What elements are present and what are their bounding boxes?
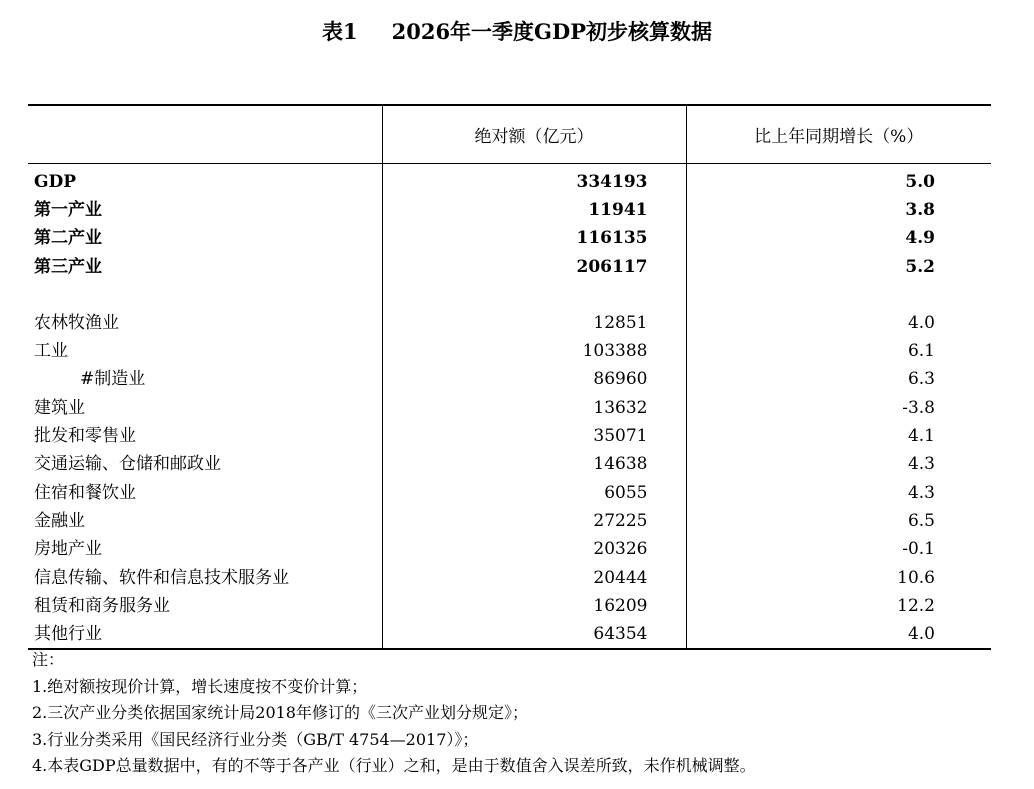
row-name: #制造业 — [80, 369, 146, 390]
row-growth: 4.0 — [686, 620, 991, 649]
row-value: 116135 — [382, 224, 686, 252]
row-growth: 6.1 — [686, 337, 991, 365]
note-item: 2.三次产业分类依据国家统计局2018年修订的《三次产业划分规定》； — [32, 703, 528, 722]
row-growth: 4.9 — [686, 224, 991, 252]
row-growth: 4.0 — [686, 309, 991, 337]
table-row — [28, 365, 991, 393]
table-row — [28, 422, 991, 450]
row-name: 其他行业 — [28, 620, 382, 649]
row-name: 建筑业 — [34, 397, 85, 418]
table-row — [28, 309, 991, 337]
header-item — [28, 105, 382, 163]
header-absolute-value: 绝对额（亿元） — [382, 105, 686, 163]
row-growth: 3.8 — [686, 196, 991, 224]
row-value: 86960 — [382, 365, 686, 393]
row-growth: 5.2 — [686, 252, 991, 280]
row-value: 20444 — [382, 563, 686, 591]
note-item: 4.本表GDP总量数据中，有的不等于各产业（行业）之和，是由于数值舍入误差所致，未作机械调整。 — [32, 756, 756, 775]
row-growth: 4.3 — [686, 478, 991, 506]
table-row — [28, 224, 991, 252]
row-name: 第二产业 — [34, 228, 102, 249]
notes-section — [32, 647, 756, 780]
row-name: 批发和零售业 — [34, 426, 136, 447]
table-row — [28, 394, 991, 422]
row-name: 交通运输、仓储和邮政业 — [34, 454, 221, 475]
row-name: 农林牧渔业 — [34, 312, 119, 333]
row-growth: -0.1 — [686, 535, 991, 563]
note-item: 1.绝对额按现价计算，增长速度按不变价计算； — [32, 676, 368, 696]
row-growth: 6.5 — [686, 507, 991, 535]
row-value: 27225 — [382, 507, 686, 535]
header-row — [28, 105, 991, 163]
gdp-table — [28, 104, 991, 650]
spacer-cell — [382, 281, 686, 309]
table-row — [28, 478, 991, 506]
row-value: 35071 — [382, 422, 686, 450]
row-value: 16209 — [382, 592, 686, 620]
row-growth: 4.3 — [686, 450, 991, 478]
row-value: 103388 — [382, 337, 686, 365]
row-name: 住宿和餐饮业 — [34, 482, 136, 503]
table-title-text: 2026年一季度GDP初步核算数据 — [391, 19, 712, 44]
table-row — [28, 535, 991, 563]
row-growth: -3.8 — [686, 394, 991, 422]
row-value: 64354 — [382, 620, 686, 649]
row-value: 6055 — [382, 478, 686, 506]
note-item: 3.行业分类采用《国民经济行业分类（GB/T 4754—2017）》； — [32, 729, 479, 749]
row-name: 第一产业 — [34, 199, 102, 220]
row-growth: 5.0 — [686, 163, 991, 196]
notes-heading: 注： — [32, 650, 65, 669]
row-value: 206117 — [382, 252, 686, 280]
row-value: 13632 — [382, 394, 686, 422]
table-row — [28, 563, 991, 591]
row-growth: 12.2 — [686, 592, 991, 620]
row-value: 12851 — [382, 309, 686, 337]
row-name: 工业 — [34, 341, 68, 362]
row-name: 金融业 — [34, 510, 85, 531]
table-number: 表1 — [321, 19, 358, 44]
row-growth: 4.1 — [686, 422, 991, 450]
row-value: 334193 — [382, 163, 686, 196]
row-growth: 6.3 — [686, 365, 991, 393]
row-value: 20326 — [382, 535, 686, 563]
table-row — [28, 620, 991, 649]
row-name: 租赁和商务服务业 — [34, 595, 170, 616]
row-name: GDP — [34, 171, 77, 192]
table-row — [28, 450, 991, 478]
spacer-cell — [686, 281, 991, 309]
row-value: 14638 — [382, 450, 686, 478]
row-growth: 10.6 — [686, 563, 991, 591]
table-row — [28, 163, 991, 196]
table-row — [28, 337, 991, 365]
table-row — [28, 507, 991, 535]
row-name: 信息传输、软件和信息技术服务业 — [34, 567, 289, 588]
spacer-row — [28, 281, 991, 309]
spacer-cell — [28, 281, 382, 309]
table-title — [0, 16, 1034, 46]
row-name: 房地产业 — [34, 539, 102, 560]
row-name: 第三产业 — [34, 256, 102, 277]
table-row — [28, 592, 991, 620]
header-growth: 比上年同期增长（%） — [686, 105, 991, 163]
table-row — [28, 196, 991, 224]
table-row — [28, 252, 991, 280]
row-value: 11941 — [382, 196, 686, 224]
